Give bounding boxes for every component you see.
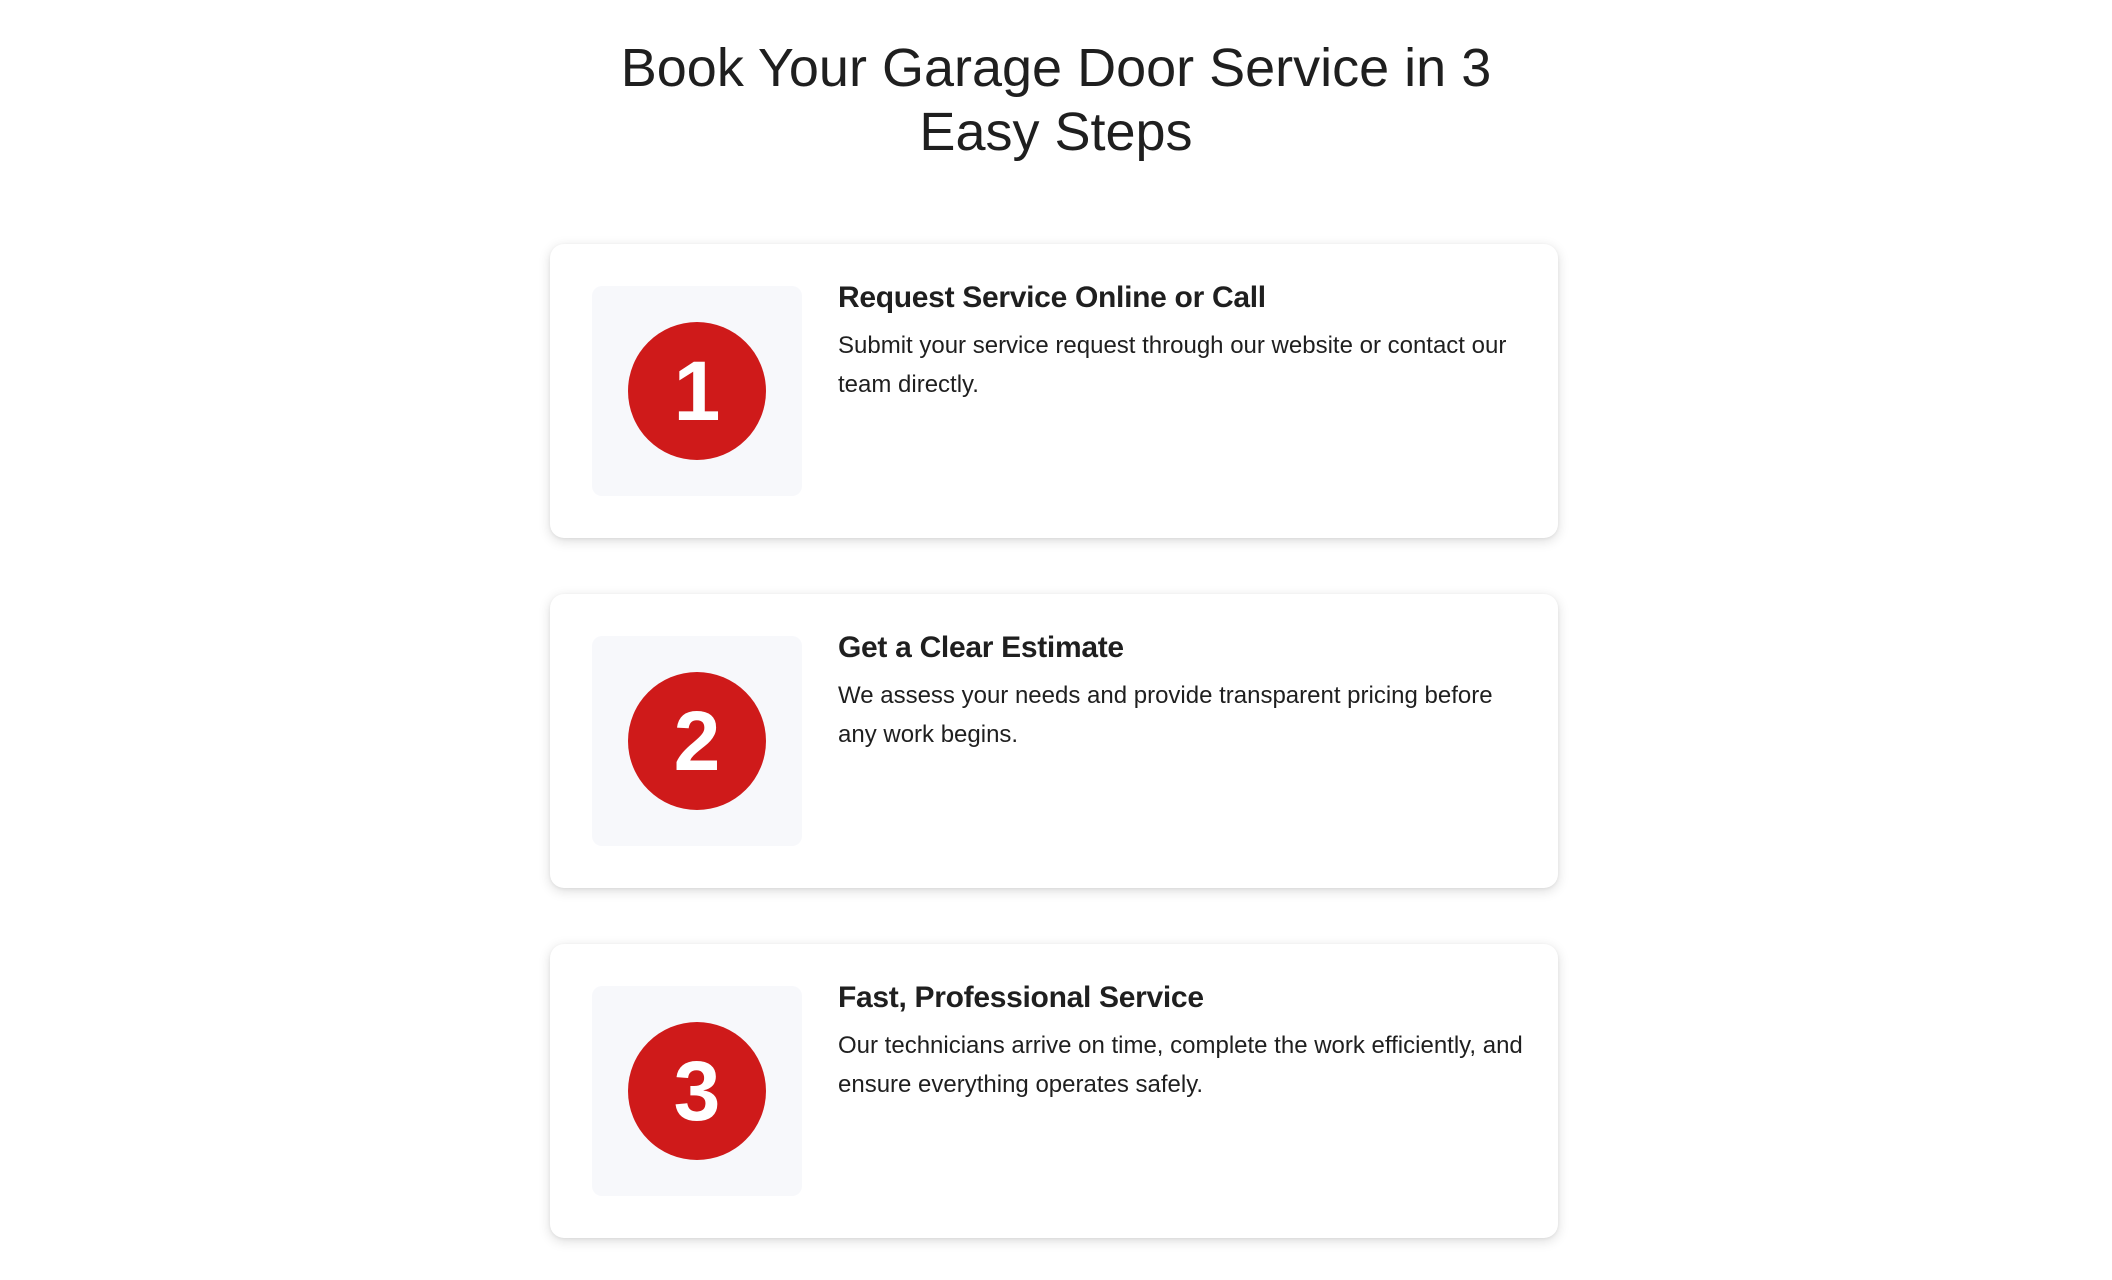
step-title-3: Fast, Professional Service	[838, 981, 1204, 1014]
step-icon-box-3	[592, 986, 802, 1196]
step-card-3	[550, 944, 1558, 1238]
step-title-2: Get a Clear Estimate	[838, 631, 1124, 664]
step-text-2	[838, 628, 1528, 754]
step-text-3	[838, 978, 1528, 1104]
section-title-line-1: Book Your Garage Door Service in 3	[620, 38, 1492, 98]
step-description-3: Our technicians arrive on time, complete the work efficiently, and ensure everything operates safely.	[838, 1032, 1523, 1098]
step-number-badge-1: 1	[628, 322, 766, 460]
step-title-1: Request Service Online or Call	[838, 281, 1266, 314]
step-text-1	[838, 278, 1528, 404]
step-number-badge-2: 2	[628, 672, 766, 810]
step-icon-box-2	[592, 636, 802, 846]
step-description-1: Submit your service request through our website or contact our team directly.	[838, 332, 1507, 398]
step-card-2	[550, 594, 1558, 888]
section-title	[0, 36, 2112, 164]
step-description-2: We assess your needs and provide transparent pricing before any work begins.	[838, 682, 1493, 748]
step-icon-box-1	[592, 286, 802, 496]
step-card-1	[550, 244, 1558, 538]
section-title-line-2: Easy Steps	[919, 102, 1193, 162]
step-number-badge-3: 3	[628, 1022, 766, 1160]
